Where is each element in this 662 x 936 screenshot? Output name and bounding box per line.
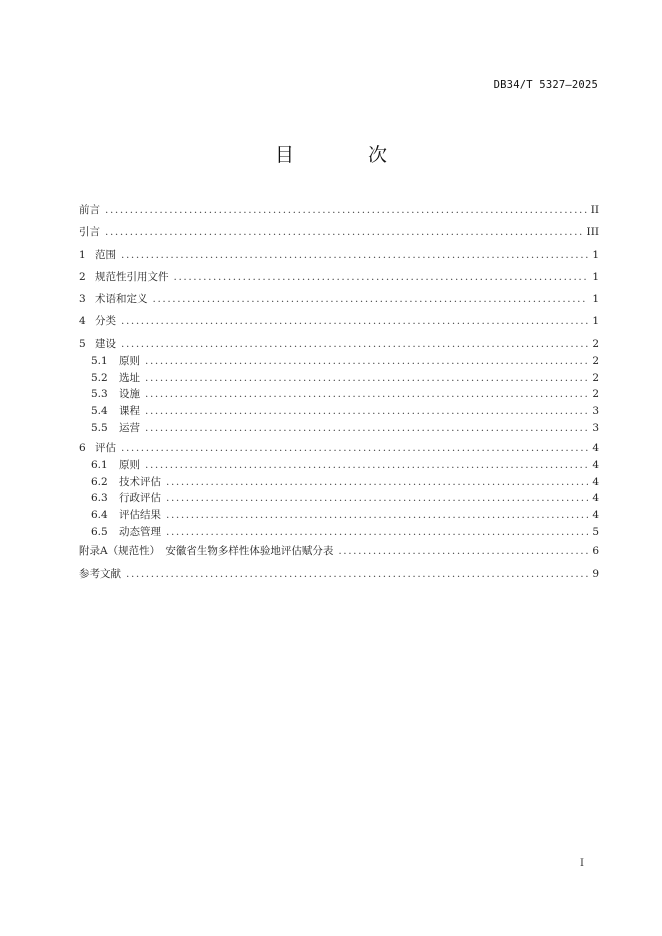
toc-entry[interactable] xyxy=(79,353,599,370)
toc-entry[interactable] xyxy=(79,540,599,562)
toc-entry-label: 运营 xyxy=(119,421,140,434)
dot-leader xyxy=(166,474,588,491)
dot-leader xyxy=(174,266,589,288)
dot-leader xyxy=(166,524,588,541)
toc-entry-label: 原则 xyxy=(119,458,140,471)
toc-entry-label: 建设 xyxy=(95,337,116,350)
toc-entry-page: III xyxy=(586,226,599,239)
dot-leader xyxy=(121,310,588,332)
toc-entry-label: 动态管理 xyxy=(119,525,161,538)
dot-leader xyxy=(145,353,588,370)
toc-entry-page: 2 xyxy=(592,371,599,384)
toc-entry[interactable] xyxy=(79,310,599,332)
toc-entry-label: 范围 xyxy=(95,248,116,261)
toc-entry-page: 1 xyxy=(592,293,599,306)
toc-entry-page: 2 xyxy=(592,355,599,368)
toc-entry-number: 6.1 xyxy=(91,458,108,471)
toc-entry-page: II xyxy=(590,204,599,216)
toc-entry-number: 6.2 xyxy=(91,475,108,488)
toc-entry-number: 4 xyxy=(79,315,86,328)
toc-entry-page: 4 xyxy=(592,441,599,454)
toc-entry[interactable] xyxy=(79,420,599,437)
dot-leader xyxy=(121,333,588,355)
toc-entry-page: 3 xyxy=(592,405,599,418)
toc-entry-label: 规范性引用文件 xyxy=(95,270,169,283)
toc-entry[interactable] xyxy=(79,437,599,459)
toc-entry[interactable] xyxy=(79,333,599,355)
toc-entry-label: 参考文献 xyxy=(79,567,121,580)
toc-entry[interactable] xyxy=(79,403,599,420)
dot-leader xyxy=(145,386,588,403)
toc-entry-number: 6.5 xyxy=(91,525,108,538)
toc-entry[interactable] xyxy=(79,221,599,243)
toc-entry-number: 2 xyxy=(79,270,86,283)
toc-entry-label: 技术评估 xyxy=(119,475,161,488)
dot-leader xyxy=(121,437,588,459)
toc-entry-page: 9 xyxy=(592,567,599,580)
toc-entry-label: 设施 xyxy=(119,388,140,401)
toc-entry-label: 前言 xyxy=(79,204,100,216)
toc-entry[interactable] xyxy=(79,474,599,491)
toc-entry-page: 2 xyxy=(592,388,599,401)
toc-entry[interactable] xyxy=(79,288,599,310)
table-of-contents xyxy=(79,199,599,585)
toc-entry[interactable] xyxy=(79,563,599,585)
toc-entry-number: 5.5 xyxy=(91,421,108,434)
dot-leader xyxy=(166,507,588,524)
toc-entry[interactable] xyxy=(79,244,599,266)
dot-leader xyxy=(166,490,588,507)
page-number: I xyxy=(580,858,584,869)
toc-entry-number: 5.1 xyxy=(91,355,108,368)
toc-entry-page: 1 xyxy=(592,248,599,261)
toc-entry-page: 4 xyxy=(592,492,599,505)
toc-entry-label: 术语和定义 xyxy=(95,293,148,306)
toc-entry[interactable] xyxy=(79,524,599,541)
dot-leader xyxy=(126,563,588,585)
toc-entry-page: 3 xyxy=(592,421,599,434)
toc-entry-number: 5 xyxy=(79,337,86,350)
toc-entry-page: 1 xyxy=(592,315,599,328)
dot-leader xyxy=(121,244,588,266)
toc-entry-page: 5 xyxy=(592,525,599,538)
toc-entry-label: 评估结果 xyxy=(119,508,161,521)
toc-entry-page: 1 xyxy=(592,270,599,283)
toc-entry[interactable] xyxy=(79,370,599,387)
toc-entry[interactable] xyxy=(79,266,599,288)
toc-entry-number: 5.4 xyxy=(91,405,108,418)
dot-leader xyxy=(338,540,588,562)
toc-title: 目 次 xyxy=(274,144,422,166)
toc-entry-number: 1 xyxy=(79,248,86,261)
toc-entry-page: 4 xyxy=(592,475,599,488)
toc-entry-number: 5.2 xyxy=(91,371,108,384)
toc-entry-label: 评估 xyxy=(95,441,116,454)
toc-entry-page: 6 xyxy=(592,545,599,558)
toc-entry-label: 附录A（规范性） 安徽省生物多样性体验地评估赋分表 xyxy=(79,545,334,558)
toc-entry-number: 6.4 xyxy=(91,508,108,521)
toc-entry-label: 引言 xyxy=(79,226,100,239)
toc-entry-number: 5.3 xyxy=(91,388,108,401)
dot-leader xyxy=(145,457,588,474)
toc-entry-page: 2 xyxy=(592,337,599,350)
toc-entry[interactable] xyxy=(79,490,599,507)
toc-entry-label: 课程 xyxy=(119,405,140,418)
toc-entry[interactable] xyxy=(79,457,599,474)
toc-entry-label: 分类 xyxy=(95,315,116,328)
toc-entry[interactable] xyxy=(79,386,599,403)
toc-entry-number: 6 xyxy=(79,441,86,454)
dot-leader xyxy=(105,221,584,243)
toc-entry-label: 选址 xyxy=(119,371,140,384)
toc-entry-label: 行政评估 xyxy=(119,492,161,505)
dot-leader xyxy=(145,370,588,387)
toc-entry-number: 6.3 xyxy=(91,492,108,505)
dot-leader xyxy=(145,403,588,420)
dot-leader xyxy=(145,420,588,437)
toc-entry[interactable] xyxy=(79,507,599,524)
dot-leader xyxy=(105,199,588,221)
toc-entry-page: 4 xyxy=(592,508,599,521)
dot-leader xyxy=(153,288,589,310)
toc-entry[interactable] xyxy=(79,199,599,221)
toc-entry-page: 4 xyxy=(592,458,599,471)
toc-entry-number: 3 xyxy=(79,293,86,306)
document-code: DB34/T 5327—2025 xyxy=(493,79,598,91)
toc-entry-label: 原则 xyxy=(119,355,140,368)
